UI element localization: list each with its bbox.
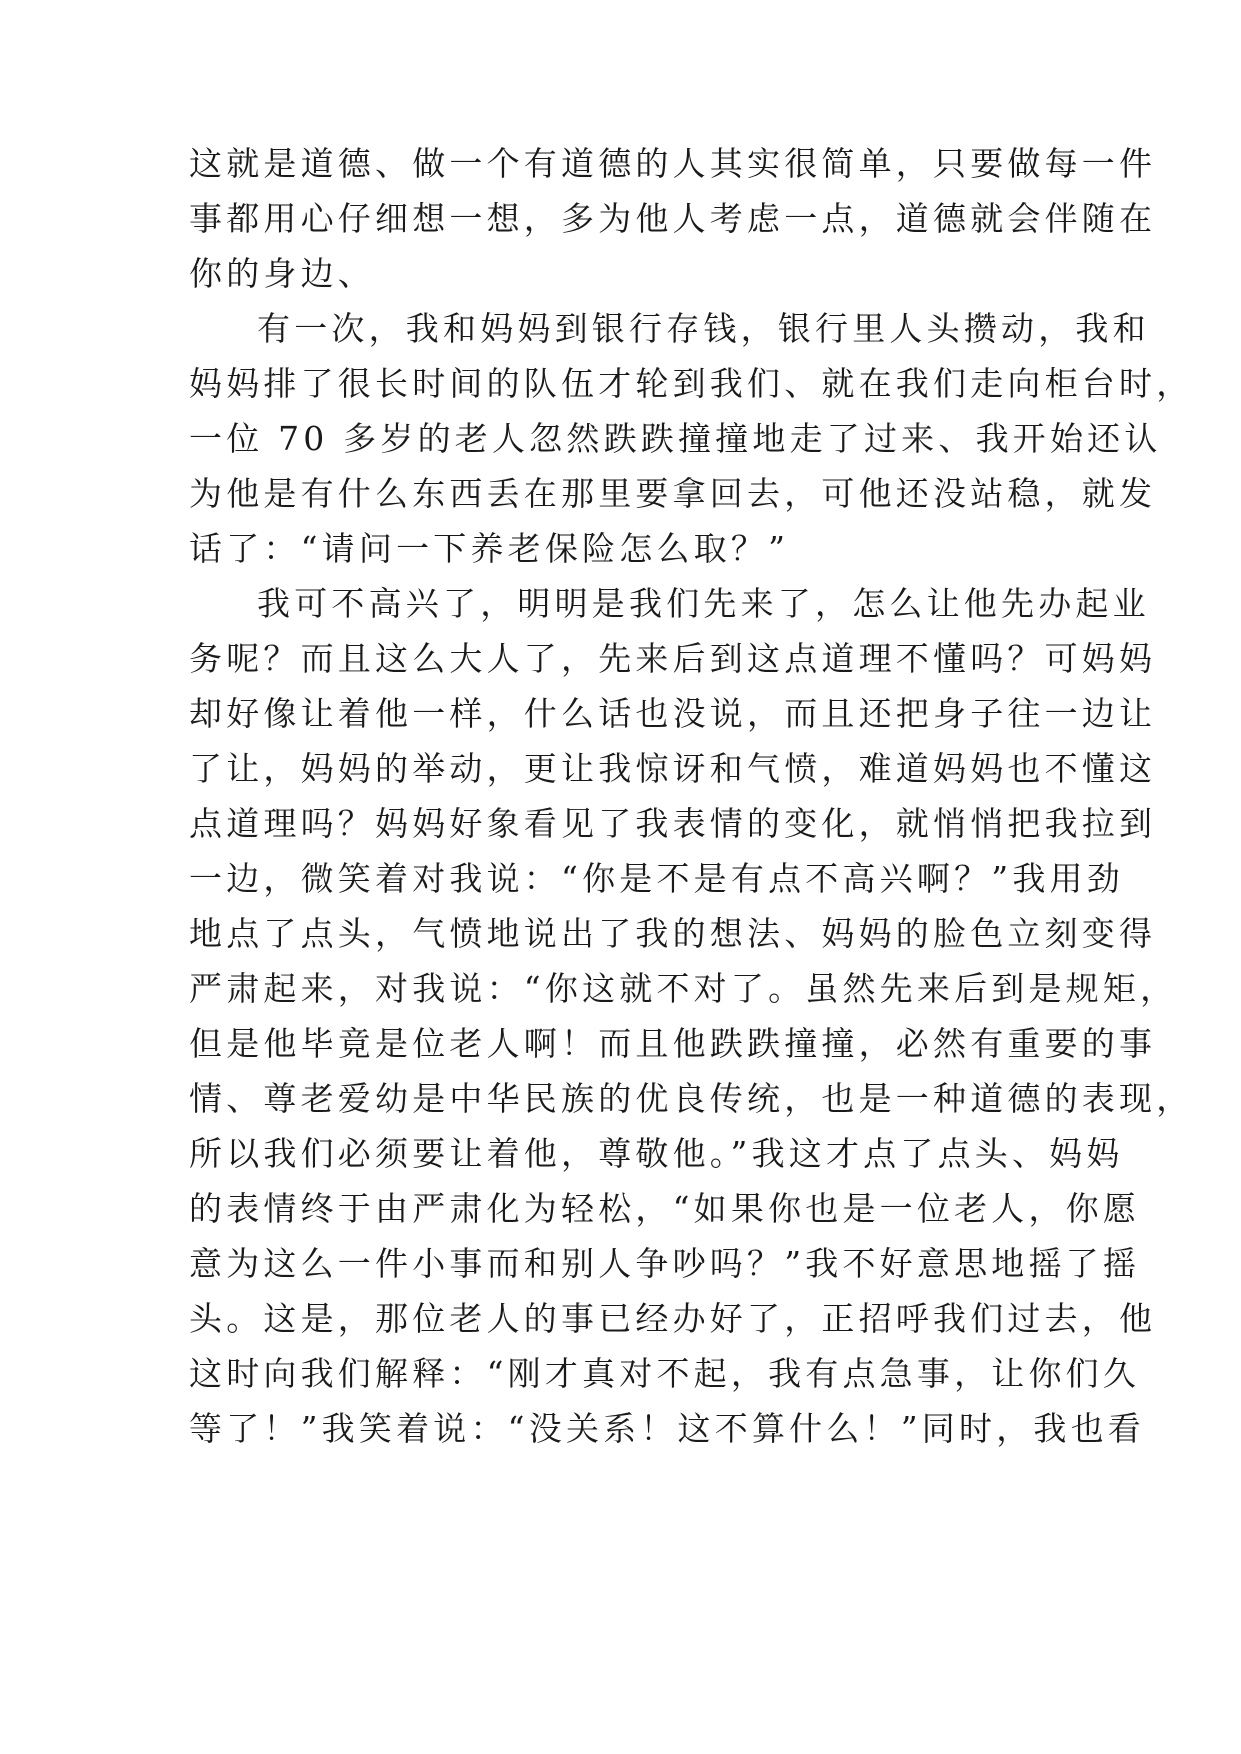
paragraph-first-line: 我可不高兴了，明明是我们先来了，怎么让他先办起业: [257, 584, 1150, 623]
text-line: 意为这么一件小事而和别人争吵吗？”我不好意思地摇了摇: [189, 1244, 1141, 1283]
text-line: 点道理吗？妈妈好象看见了我表情的变化，就悄悄把我拉到: [189, 804, 1157, 843]
text-line: 的表情终于由严肃化为轻松，“如果你也是一位老人，你愿: [189, 1189, 1141, 1228]
text-line: 务呢？而且这么大人了，先来后到这点道理不懂吗？可妈妈: [189, 639, 1157, 678]
text-line: 情、尊老爱幼是中华民族的优良传统，也是一种道德的表现，: [189, 1079, 1194, 1118]
text-line: 严肃起来，对我说：“你这就不对了。虽然先来后到是规矩，: [189, 969, 1178, 1008]
text-line: 为他是有什么东西丢在那里要拿回去，可他还没站稳，就发: [189, 474, 1157, 513]
text-line: 头。这是，那位老人的事已经办好了，正招呼我们过去，他: [189, 1299, 1157, 1338]
paragraph-first-line: 有一次，我和妈妈到银行存钱，银行里人头攒动，我和: [257, 309, 1150, 348]
text-line: 但是他毕竟是位老人啊！而且他跌跌撞撞，必然有重要的事: [189, 1024, 1157, 1063]
text-line: 话了：“请问一下养老保险怎么取？”: [189, 529, 790, 568]
text-line: 却好像让着他一样，什么话也没说，而且还把身子往一边让: [189, 694, 1157, 733]
text-line: 事都用心仔细想一想，多为他人考虑一点，道德就会伴随在: [189, 199, 1157, 238]
text-line: 地点了点头，气愤地说出了我的想法、妈妈的脸色立刻变得: [189, 914, 1157, 953]
text-line: 一位 70 多岁的老人忽然跌跌撞撞地走了过来、我开始还认: [189, 419, 1162, 458]
text-line: 这就是道德、做一个有道德的人其实很简单，只要做每一件: [189, 144, 1157, 183]
text-line: 你的身边、: [189, 254, 375, 293]
text-line: 所以我们必须要让着他，尊敬他。”我这才点了点头、妈妈: [189, 1134, 1124, 1173]
text-line: 一边，微笑着对我说：“你是不是有点不高兴啊？”我用劲: [189, 859, 1124, 898]
text-line: 了让，妈妈的举动，更让我惊讶和气愤，难道妈妈也不懂这: [189, 749, 1157, 788]
text-line: 这时向我们解释：“刚才真对不起，我有点急事，让你们久: [189, 1354, 1141, 1393]
text-line: 妈妈排了很长时间的队伍才轮到我们、就在我们走向柜台时，: [189, 364, 1194, 403]
text-line: 等了！”我笑着说：“没关系！这不算什么！”同时，我也看: [189, 1409, 1146, 1448]
